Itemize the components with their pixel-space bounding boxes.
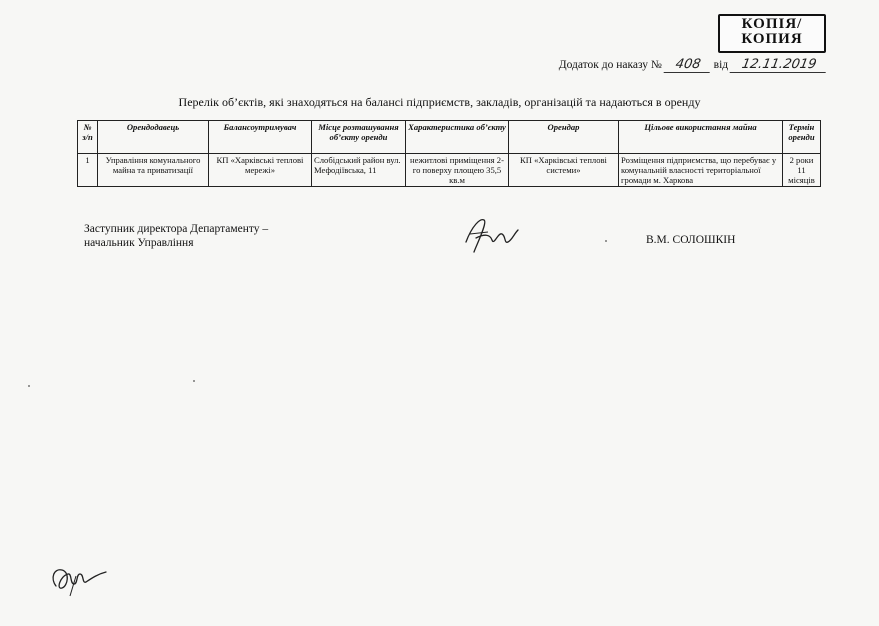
header-lessor: Орендодавець <box>98 121 209 154</box>
lease-objects-table <box>77 120 821 187</box>
table-header-row <box>78 121 821 154</box>
header-number: № з/п <box>78 121 98 154</box>
cell-lessor: Управління комунального майна та приватизації <box>98 154 209 187</box>
header-tenant: Орендар <box>509 121 619 154</box>
cell-number: 1 <box>78 154 98 187</box>
scan-speck <box>193 380 195 382</box>
cell-purpose: Розміщення підприємства, що перебуває у комунальній власності територіальної громади м. Харкова <box>619 154 783 187</box>
header-characteristic: Характеристика об’єкту <box>406 121 509 154</box>
document-title: Перелік об’єктів, які знаходяться на балансі підприємств, закладів, організацій та надаються в оренду <box>178 95 701 109</box>
position-line-2: начальник Управління <box>84 237 194 249</box>
header-balance-holder: Балансоутримувач <box>209 121 312 154</box>
order-date-label: від <box>713 59 729 71</box>
copy-stamp <box>718 14 826 53</box>
initials-signature <box>46 556 110 600</box>
handwritten-signature <box>462 212 522 256</box>
stamp-line-2: КОПИЯ <box>741 31 803 47</box>
order-number: 408 <box>663 57 712 73</box>
order-prefix: Додаток до наказу № <box>558 59 662 71</box>
cell-balance-holder: КП «Харківські теплові мережі» <box>209 154 312 187</box>
header-location: Місце розташування об’єкту оренди <box>312 121 406 154</box>
header-term: Термін оренди <box>783 121 821 154</box>
cell-location: Слобідський район вул. Мефодіївська, 11 <box>312 154 406 187</box>
position-line-1: Заступник директора Департаменту – <box>84 223 269 235</box>
cell-characteristic: нежитлові приміщення 2-го поверху площею 35,5 кв.м <box>406 154 509 187</box>
order-date: 12.11.2019 <box>730 57 829 73</box>
table-row <box>78 154 821 187</box>
scan-speck <box>28 385 30 387</box>
signatory-position <box>84 222 268 250</box>
stamp-line-1: КОПІЯ/ <box>741 16 803 32</box>
order-reference <box>559 57 827 73</box>
signatory-name: В.М. СОЛОШКІН <box>646 234 736 246</box>
cell-tenant: КП «Харківські теплові системи» <box>509 154 619 187</box>
cell-term: 2 роки 11 місяців <box>783 154 821 187</box>
header-purpose: Цільове використання майна <box>619 121 783 154</box>
scan-speck <box>605 240 607 242</box>
